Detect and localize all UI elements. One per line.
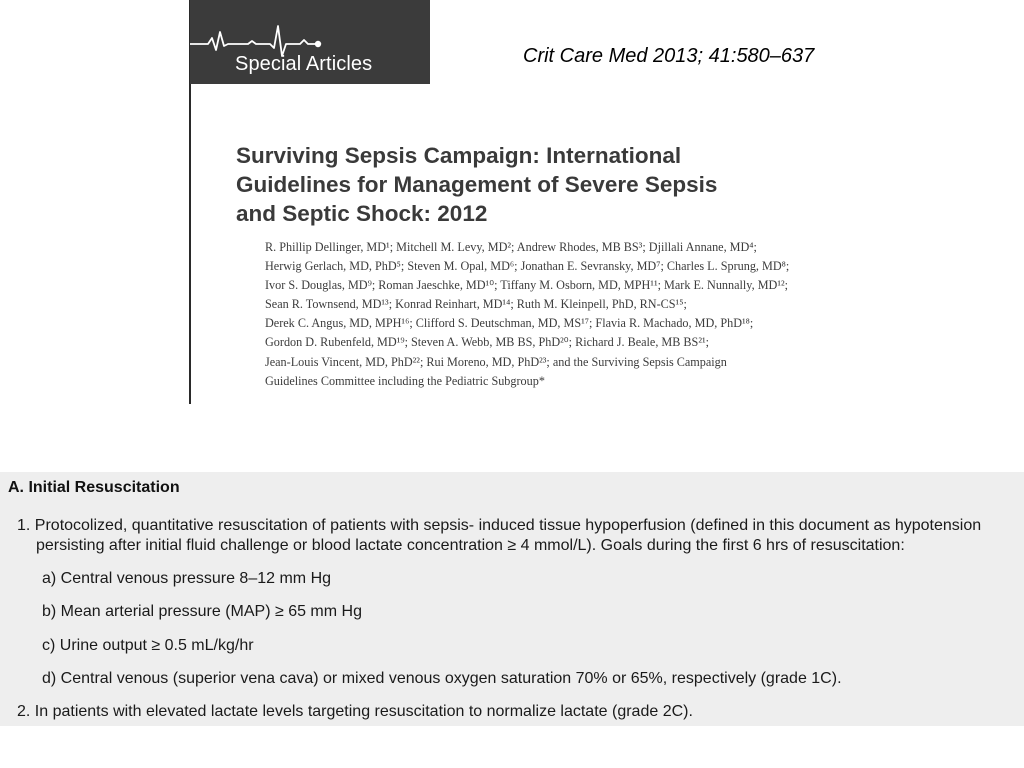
- journal-citation: Crit Care Med 2013; 41:580–637: [523, 45, 815, 67]
- author-line: Sean R. Townsend, MD¹³; Konrad Reinhart, MD¹⁴; Ruth M. Kleinpell, PhD, RN-CS¹⁵;: [265, 297, 687, 312]
- author-list: [265, 238, 885, 391]
- title-line: Guidelines for Management of Severe Sepsis: [236, 172, 718, 197]
- recommendations-excerpt: [0, 472, 1024, 726]
- author-line: Jean-Louis Vincent, MD, PhD²²; Rui Moreno, MD, PhD²³; and the Surviving Sepsis Campaign: [265, 354, 727, 369]
- author-line: Gordon D. Rubenfeld, MD¹⁹; Steven A. Webb, MB BS, PhD²⁰; Richard J. Beale, MB BS²¹;: [265, 335, 710, 350]
- section-heading: A. Initial Resuscitation: [8, 479, 180, 496]
- recommendation-2: 2. In patients with elevated lactate levels targeting resuscitation to normalize lactate (grade 2C).: [17, 703, 693, 720]
- recommendation-1-line: 1. Protocolized, quantitative resuscitation of patients with sepsis- induced tissue hypoperfusion (defined in this document as hypotension: [17, 517, 982, 534]
- section-banner: [190, 0, 430, 84]
- recommendation-1: [17, 516, 981, 556]
- author-line: R. Phillip Dellinger, MD¹; Mitchell M. Levy, MD²; Andrew Rhodes, MB BS³; Djillali Annane, MD⁴;: [265, 240, 757, 254]
- goal-item: d) Central venous (superior vena cava) or mixed venous oxygen saturation 70% or 65%, respectively (grade 1C).: [42, 670, 842, 687]
- article-title: [236, 141, 876, 228]
- goal-item: a) Central venous pressure 8–12 mm Hg: [42, 570, 332, 587]
- title-line: and Septic Shock: 2012: [236, 201, 488, 226]
- author-line: Ivor S. Douglas, MD⁹; Roman Jaeschke, MD¹⁰; Tiffany M. Osborn, MD, MPH¹¹; Mark E. Nunnally, MD¹²;: [265, 278, 789, 293]
- goal-item: c) Urine output ≥ 0.5 mL/kg/hr: [42, 637, 254, 654]
- author-line: Derek C. Angus, MD, MPH¹⁶; Clifford S. Deutschman, MD, MS¹⁷; Flavia R. Machado, MD, PhD¹⁸;: [265, 316, 754, 331]
- recommendation-1-line: persisting after initial fluid challenge or blood lactate concentration ≥ 4 mmol/L). Goals during the first 6 hrs of resuscitation:: [36, 537, 905, 554]
- author-line: Herwig Gerlach, MD, PhD⁵; Steven M. Opal, MD⁶; Jonathan E. Sevransky, MD⁷; Charles L. Sprung, MD⁸;: [265, 259, 790, 274]
- author-line: Guidelines Committee including the Pediatric Subgroup*: [265, 373, 545, 388]
- section-label: Special Articles: [235, 53, 373, 75]
- goal-item: b) Mean arterial pressure (MAP) ≥ 65 mm Hg: [42, 603, 362, 620]
- title-line: Surviving Sepsis Campaign: International: [236, 143, 682, 168]
